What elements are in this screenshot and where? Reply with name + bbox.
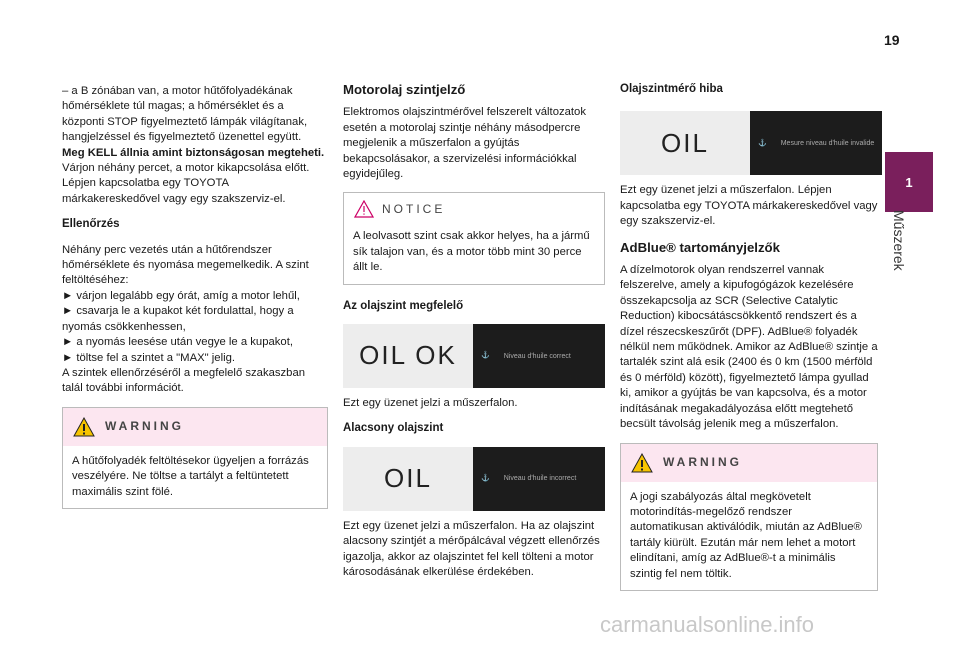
watermark: carmanualsonline.info: [600, 612, 815, 637]
adblue-warning-text: A jogi szabályozás által megkövetelt motorindítás-megelőző rendszer automatikusan aktiválódik, miután az AdBlue® tartály kiürült. Ezután már nem lehet a motort elindítani, amíg az AdBlue®-t a minimális szintig fel nem töltik.: [630, 490, 862, 580]
step-item: ► várjon legalább egy órát, amíg a motor lehűl,: [62, 289, 300, 302]
intro-text: – a B zónában van, a motor hűtőfolyadékának hőmérséklete túl magas; a hőmérséklet és a központi STOP figyelmeztető lámpák világítanak, hangjelzéssel és figyelmeztető üzenettel együtt.: [62, 85, 308, 144]
warning-icon: [631, 453, 653, 473]
oil-ok-caption: Ezt egy üzenet jelzi a műszerfalon.: [343, 397, 518, 410]
adblue-heading: AdBlue® tartományjelzők: [620, 239, 780, 255]
column-3: [620, 82, 878, 591]
oil-ok-text: OIL OK: [359, 340, 457, 371]
adblue-warning-box: [620, 443, 878, 591]
page-number: 19: [884, 32, 900, 48]
reference-text: A szintek ellenőrzéséről a megfelelő szakaszban talál további információt.: [62, 366, 306, 395]
oil-low-text: OIL: [384, 463, 432, 494]
oil-level-heading: Motorolaj szintjelző: [343, 82, 466, 97]
oil-fault-display: [620, 111, 882, 175]
oil-fault-text: OIL: [661, 127, 709, 158]
oil-can-icon: ⚓: [758, 139, 767, 147]
oil-ok-heading: Az olajszint megfelelő: [343, 299, 464, 312]
adblue-text: A dízelmotorok olyan rendszerrel vannak felszerelve, amely a kipufogógázok kezelésére összekapcsolja az SCR (Selective Catalytic Reduction) kibocsátáscsökkentő rendszert és a dízel részecskeszűrőt (DPF). AdBlue® folyadék nélkül nem működnek. Amikor az AdBlue® szintje a tartalék szint alá esik (2400 és 0 km (1500 mérföld és 0 mérföld) között), figyelmeztető lámpa gyullad ki, amikor a gyújtás be van kapcsolva, és a motor indításának megakadályozása előtt megtehető becsült távolság jelenik meg a műszerfalon.: [620, 264, 878, 431]
step-item: ► töltse fel a szintet a "MAX" jelig.: [62, 351, 236, 364]
warning-title: WARNING: [663, 454, 742, 469]
step-item: ► a nyomás leesése után vegye le a kupakot,: [62, 336, 293, 349]
chapter-tab[interactable]: 1: [885, 152, 933, 212]
oil-can-icon: ⚓: [481, 352, 490, 360]
notice-icon: [354, 200, 374, 218]
after-text: Várjon néhány percet, a motor kikapcsolása előtt. Lépjen kapcsolatba egy TOYOTA márkakereskedővel vagy egy szakszerviz-el.: [62, 162, 310, 205]
check-text: Néhány perc vezetés után a hűtőrendszer hőmérséklete és nyomása megemelkedik. A szint feltöltéséhez:: [62, 243, 309, 287]
column-1: [62, 84, 328, 509]
step-item: ► csavarja le a kupakot két fordulattal, hogy a nyomás csökkenhessen,: [62, 305, 294, 333]
oil-low-caption: Ezt egy üzenet jelzi a műszerfalon. Ha az olajszint alacsony szintjét a mérőpálcával végzett ellenőrzés igazolja, akkor az olajszintet fel kell tölteni a motor károsodásának elkerülése érdekében.: [343, 519, 600, 579]
warning-text: A hűtőfolyadék feltöltésekor ügyeljen a forrázás veszélyére. Ne töltse a tartályt a feltüntetett maximális szint fölé.: [72, 454, 309, 498]
oil-low-heading: Alacsony olajszint: [343, 422, 444, 435]
notice-box: [343, 192, 605, 284]
oil-can-icon: ⚓: [481, 475, 490, 483]
column-2: [343, 82, 605, 591]
notice-title: NOTICE: [382, 201, 446, 216]
oil-level-text: Elektromos olajszintmérővel felszerelt változatok esetén a motorolaj szintje néhány másodpercre megjelenik a műszerfalon a gyújtás bekapcsolásakor, a szervizelési információkkal egyidejűleg.: [343, 106, 586, 181]
notice-text: A leolvasott szint csak akkor helyes, ha a jármű sík talajon van, és a motor több mint 30 perce állt le.: [353, 230, 590, 274]
warning-box: [62, 407, 328, 509]
stop-instruction: Meg KELL állnia amint biztonságosan megteheti.: [62, 146, 325, 159]
warning-title: WARNING: [105, 419, 184, 434]
oil-low-display: [343, 447, 605, 511]
oil-fault-caption: Ezt egy üzenet jelzi a műszerfalon. Lépjen kapcsolatba egy TOYOTA márkakereskedővel vagy egy szakszerviz-el.: [620, 184, 878, 228]
oil-fault-message: Mesure niveau d'huile invalide: [780, 139, 875, 147]
oil-low-message: Niveau d'huile incorrect: [503, 475, 577, 483]
oil-gauge-fault-heading: Olajszintmérő hiba: [620, 83, 723, 95]
warning-icon: [73, 417, 95, 437]
chapter-label: Műszerek: [891, 210, 907, 271]
check-heading: Ellenőrzés: [62, 218, 120, 231]
oil-ok-message: Niveau d'huile correct: [503, 352, 571, 360]
oil-ok-display: [343, 324, 605, 388]
